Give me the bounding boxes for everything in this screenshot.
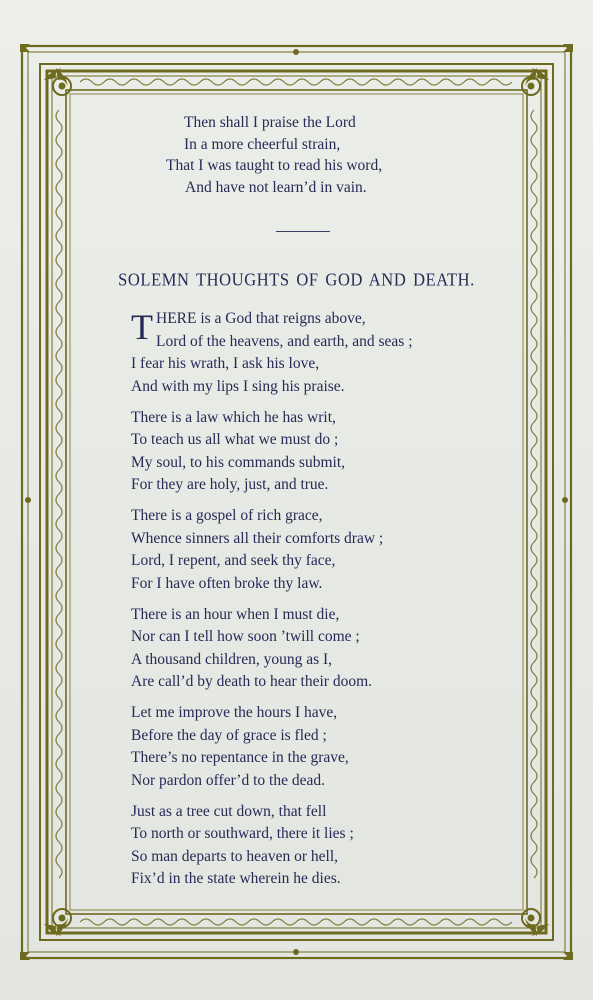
- section-divider: [276, 231, 330, 232]
- stanza-line: There is an hour when I must die,: [131, 605, 340, 623]
- stanza: [131, 308, 511, 398]
- stanza-line: Nor pardon offer’d to the dead.: [131, 771, 325, 789]
- hymn-title: SOLEMN THOUGHTS OF GOD AND DEATH.: [118, 269, 475, 290]
- stanza-line: My soul, to his commands submit,: [131, 453, 345, 471]
- stanza-line: Whence sinners all their comforts draw ;: [131, 529, 384, 547]
- stanza-line: Lord, I repent, and seek thy face,: [131, 552, 336, 569]
- stanza-line: And with my lips I sing his praise.: [131, 377, 345, 395]
- stanza: [131, 702, 511, 792]
- stanza: [131, 801, 511, 891]
- intro-stanza: [150, 112, 450, 198]
- stanza-line: For I have often broke thy law.: [131, 574, 323, 592]
- stanza-line: HERE is a God that reigns above,: [156, 310, 366, 327]
- drop-cap: T: [131, 307, 153, 347]
- stanza-line: For they are holy, just, and true.: [131, 476, 329, 493]
- intro-line: And have not learn’d in vain.: [185, 178, 367, 196]
- hymn-body: [131, 308, 511, 899]
- stanza-line: Fix’d in the state wherein he dies.: [131, 870, 341, 887]
- intro-line: Then shall I praise the Lord: [184, 114, 356, 131]
- stanza: [131, 604, 511, 694]
- stanza-line: There is a gospel of rich grace,: [131, 507, 323, 524]
- stanza-line: To north or southward, there it lies ;: [131, 825, 354, 842]
- stanza-line: I fear his wrath, I ask his love,: [131, 355, 320, 372]
- stanza-line: So man departs to heaven or hell,: [131, 847, 339, 865]
- stanza-line: There’s no repentance in the grave,: [131, 749, 349, 766]
- stanza-line: A thousand children, young as I,: [131, 650, 333, 668]
- stanza-line: There is a law which he has writ,: [131, 408, 336, 426]
- stanza-line: Just as a tree cut down, that fell: [131, 802, 327, 820]
- intro-line: In a more cheerful strain,: [184, 135, 341, 153]
- stanza-line: Let me improve the hours I have,: [131, 704, 338, 721]
- stanza-line: To teach us all what we must do ;: [131, 431, 339, 448]
- stanza-line: Are call’d by death to hear their doom.: [131, 673, 373, 690]
- stanza: [131, 407, 511, 497]
- stanza-line: Before the day of grace is fled ;: [131, 726, 327, 744]
- stanza-line: Nor can I tell how soon ’twill come ;: [131, 628, 360, 645]
- stanza: [131, 505, 511, 595]
- intro-line: That I was taught to read his word,: [166, 157, 383, 174]
- stanza-line: Lord of the heavens, and earth, and seas ;: [156, 332, 413, 350]
